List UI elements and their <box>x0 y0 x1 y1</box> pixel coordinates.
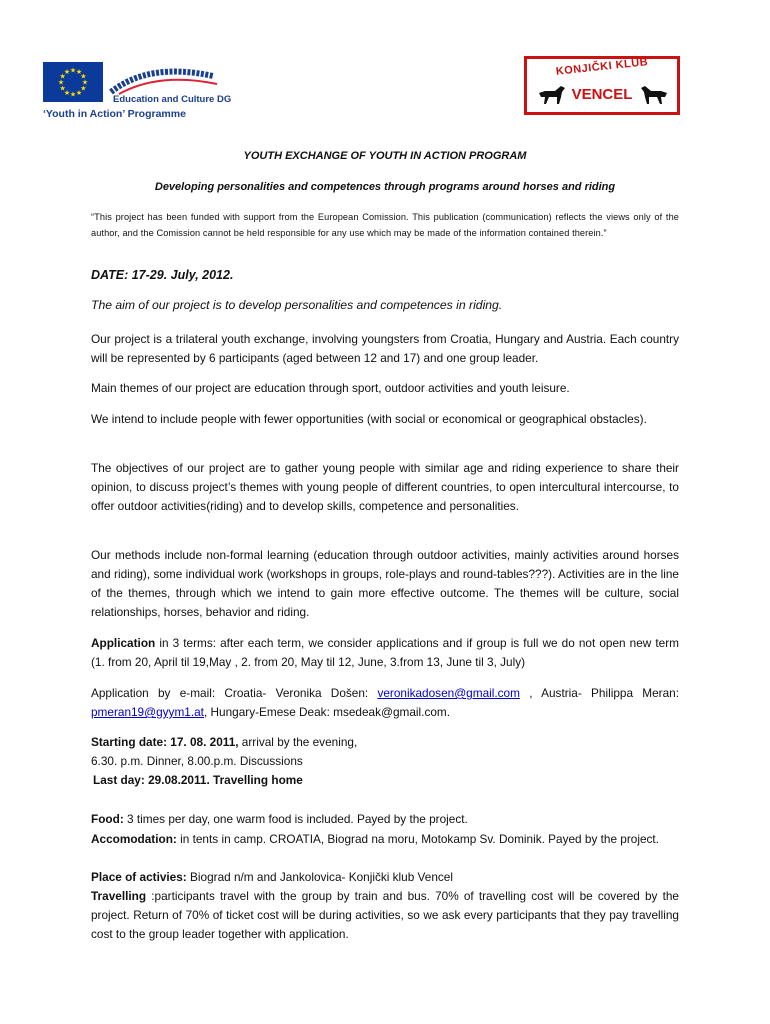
accomodation-text: in tents in camp. CROATIA, Biograd na moru, Motokamp Sv. Dominik. Payed by the project. <box>176 832 659 846</box>
eu-star-icon: ★ <box>69 91 77 99</box>
paragraph-inclusion: We intend to include people with fewer opportunities (with social or economical or geographical obstacles). <box>91 412 647 426</box>
food-text: 3 times per day, one warm food is included. Payed by the project. <box>123 812 468 826</box>
document-title: YOUTH EXCHANGE OF YOUTH IN ACTION PROGRAM <box>243 150 527 162</box>
horse-icon <box>639 83 669 105</box>
eu-star-icon: ★ <box>57 79 65 87</box>
eu-programme-label: ‘Youth in Action’ Programme <box>43 108 186 120</box>
eu-star-icon: ★ <box>69 67 77 75</box>
schedule-line: 6.30. p.m. Dinner, 8.00.p.m. Discussions <box>91 754 303 768</box>
club-name-bottom: VENCEL <box>571 86 633 103</box>
paragraph-objectives: The objectives of our project are to gather young people with similar age and riding experience to share their opinion, to discuss project’s themes with young people of different countries, to open intercultural intercourse, to offer outdoor activities(riding) and to develop skills, competence and personalities. <box>91 461 679 513</box>
travelling-label: Travelling <box>91 889 147 903</box>
place-info <box>91 868 679 887</box>
eu-dg-label: Education and Culture DG <box>113 94 232 105</box>
email-intro-text: Application by e-mail: Croatia- Veronika Došen: <box>91 686 378 700</box>
paragraph-themes: Main themes of our project are education through sport, outdoor activities and youth leisure. <box>91 381 570 395</box>
education-culture-arc-icon <box>109 66 219 96</box>
application-terms-text: in 3 terms: after each term, we consider applications and if group is full we do not open new term (1. from 20, April til 19,May , 2. from 20, May til 12, June, 3.from 13, June til 3, July) <box>91 636 679 669</box>
event-date: DATE: 17-29. July, 2012. <box>91 268 234 282</box>
last-day <box>93 771 681 790</box>
document-subtitle: Developing personalities and competences through programs around horses and riding <box>154 181 616 193</box>
funding-disclaimer: “This project has been funded with support from the European Comission. This publication (communication) reflects the views only of the author, and the Comission cannot be held responsible for any use which may be made of the information contained therein.” <box>91 212 679 238</box>
eu-flag-icon <box>43 62 103 102</box>
eu-star-icon: ★ <box>75 89 83 97</box>
accomodation-info <box>91 830 679 849</box>
eu-star-icon: ★ <box>80 85 87 93</box>
paragraph-participants: Our project is a trilateral youth exchange, involving youngsters from Croatia, Hungary and Austria. Each country will be represented by 6 participants (aged between 12 and 17) and one group leader. <box>91 332 679 365</box>
travelling-info <box>91 887 679 944</box>
project-aim: The aim of our project is to develop personalities and competences in riding. <box>91 298 503 312</box>
eu-star-icon: ★ <box>81 79 89 87</box>
food-info <box>91 810 679 829</box>
eu-star-icon: ★ <box>80 73 87 81</box>
eu-star-icon: ★ <box>59 73 66 81</box>
paragraph-application-terms <box>91 634 679 672</box>
club-name-top: KONJIČKI KLUB <box>555 56 649 78</box>
place-label: Place of activies: <box>91 870 187 884</box>
starting-date <box>91 733 679 752</box>
club-logo <box>524 56 680 115</box>
accomodation-label: Accomodation: <box>91 832 177 846</box>
last-day-text: Last day: 29.08.2011. Travelling home <box>93 773 303 787</box>
starting-date-label: Starting date: 17. 08. 2011, <box>91 735 239 749</box>
eu-star-icon: ★ <box>75 69 83 77</box>
email-end-text: , Hungary-Emese Deak: msedeak@gmail.com. <box>203 705 451 719</box>
eu-logo <box>43 62 232 124</box>
starting-date-text: arrival by the evening, <box>238 735 358 749</box>
paragraph-application-email <box>91 684 679 722</box>
application-label: Application <box>91 636 156 650</box>
eu-star-icon: ★ <box>63 89 71 97</box>
paragraph-methods: Our methods include non-formal learning (education through outdoor activities, mainly activities around horses and riding), some individual work (workshops in groups, role-plays and round-tables???). Activities are in the line of the themes, through which we intend to gain more effective outcome. The themes will be culture, social relationships, horses, behavior and riding. <box>91 548 679 619</box>
email-middle-text: , Austria- Philippa Meran: <box>519 686 679 700</box>
eu-star-icon: ★ <box>63 69 71 77</box>
email-link-croatia[interactable]: veronikadosen@gmail.com <box>377 686 520 700</box>
place-text: Biograd n/m and Jankolovica- Konjički klub Vencel <box>186 870 453 884</box>
eu-star-icon: ★ <box>59 85 66 93</box>
email-link-austria[interactable]: pmeran19@gyym1.at <box>91 705 204 719</box>
food-label: Food: <box>91 812 124 826</box>
travelling-text: :participants travel with the group by train and bus. 70% of travelling cost will be covered by the project. Return of 70% of ticket cost will be during activities, so we ask every participants that they pay travelling cost to the group leader together with application. <box>91 889 679 941</box>
